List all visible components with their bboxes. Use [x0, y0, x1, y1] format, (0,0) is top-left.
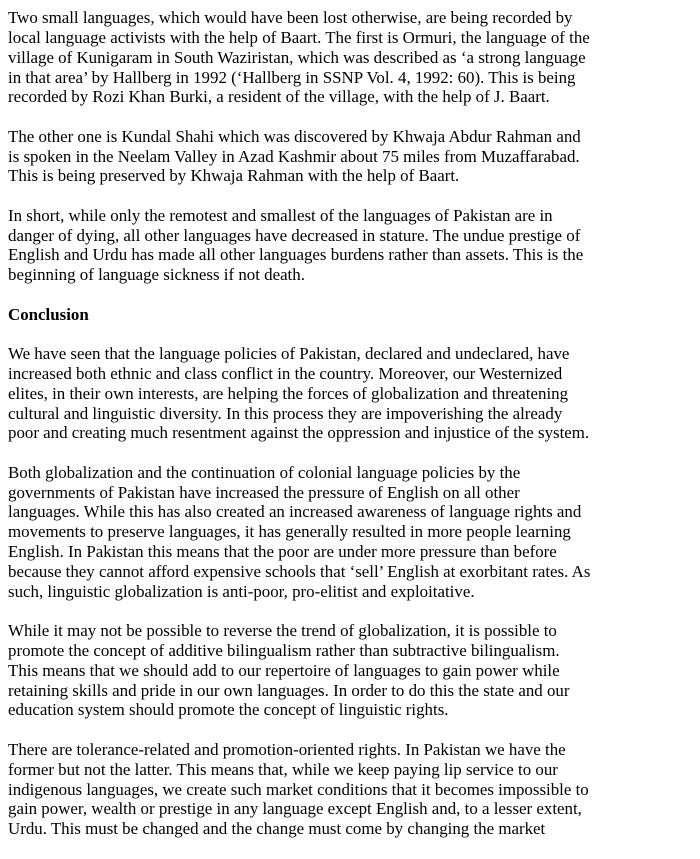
paragraph-line: elites, in their own interests, are helping the forces of globalization and threatening	[8, 383, 569, 403]
paragraph-line: governments of Pakistan have increased the pressure of English on all other	[8, 482, 520, 502]
paragraph-line: retaining skills and pride in our own languages. In order to do this the state and our	[8, 680, 570, 700]
body-section-after-heading	[8, 344, 700, 839]
paragraph	[8, 206, 700, 285]
paragraph-line: While it may not be possible to reverse the trend of globalization, it is possible to	[8, 621, 557, 641]
paragraph	[8, 8, 700, 107]
paragraph-line: English and Urdu has made all other languages burdens rather than assets. This is the	[8, 245, 584, 265]
paragraph-line: This is being preserved by Khwaja Rahman with the help of Baart.	[8, 166, 460, 186]
paragraph-line: former but not the latter. This means that, while we keep paying lip service to our	[8, 759, 558, 779]
paragraph	[8, 344, 700, 443]
paragraph-line: There are tolerance-related and promotion-oriented rights. In Pakistan we have the	[8, 739, 566, 759]
paragraph-line: We have seen that the language policies of Pakistan, declared and undeclared, have	[8, 343, 570, 363]
paragraph-line: poor and creating much resentment against the oppression and injustice of the system.	[8, 423, 590, 443]
paragraph-line: local language activists with the help of Baart. The first is Ormuri, the language of the	[8, 27, 590, 47]
document-page	[8, 8, 700, 859]
paragraph	[8, 463, 700, 602]
paragraph-line: Urdu. This must be changed and the change must come by changing the market	[8, 819, 546, 839]
paragraph-line: languages. While this has also created an increased awareness of language rights and	[8, 502, 582, 522]
paragraph-line: because they cannot afford expensive schools that ‘sell’ English at exorbitant rates. As	[8, 561, 591, 581]
paragraph-line: Two small languages, which would have been lost otherwise, are being recorded by	[8, 8, 573, 27]
paragraph-line: in that area’ by Hallberg in 1992 (‘Hallberg in SSNP Vol. 4, 1992: 60). This is being	[8, 67, 576, 87]
section-heading: Conclusion	[8, 304, 89, 324]
paragraph-line: The other one is Kundal Shahi which was discovered by Khwaja Abdur Rahman and	[8, 126, 581, 146]
paragraph-line: beginning of language sickness if not death.	[8, 265, 305, 285]
paragraph-line: promote the concept of additive bilingualism rather than subtractive bilingualism.	[8, 640, 560, 660]
paragraph-line: Both globalization and the continuation of colonial language policies by the	[8, 462, 521, 482]
paragraph-line: increased both ethnic and class conflict in the country. Moreover, our Westernized	[8, 363, 563, 383]
paragraph-line: is spoken in the Neelam Valley in Azad Kashmir about 75 miles from Muzaffarabad.	[8, 146, 580, 166]
paragraph-line: such, linguistic globalization is anti-poor, pro-elitist and exploitative.	[8, 581, 475, 601]
paragraph-line: This means that we should add to our repertoire of languages to gain power while	[8, 660, 560, 680]
paragraph-line: gain power, wealth or prestige in any language except English and, to a lesser extent,	[8, 799, 582, 819]
paragraph	[8, 621, 700, 720]
body-section-before-heading	[8, 8, 700, 285]
paragraph	[8, 740, 700, 839]
paragraph-line: English. In Pakistan this means that the poor are under more pressure than before	[8, 542, 557, 562]
paragraph-line: In short, while only the remotest and smallest of the languages of Pakistan are in	[8, 205, 553, 225]
paragraph-line: indigenous languages, we create such market conditions that it becomes impossible to	[8, 779, 589, 799]
paragraph	[8, 127, 700, 187]
paragraph-line: danger of dying, all other languages have decreased in stature. The undue prestige of	[8, 225, 581, 245]
paragraph-line: recorded by Rozi Khan Burki, a resident of the village, with the help of J. Baart.	[8, 87, 550, 107]
paragraph-line: cultural and linguistic diversity. In this process they are impoverishing the already	[8, 403, 563, 423]
paragraph-line: village of Kunigaram in South Waziristan, which was described as ‘a strong language	[8, 47, 586, 67]
paragraph-line: education system should promote the concept of linguistic rights.	[8, 700, 449, 720]
paragraph-line: movements to preserve languages, it has generally resulted in more people learning	[8, 522, 571, 542]
